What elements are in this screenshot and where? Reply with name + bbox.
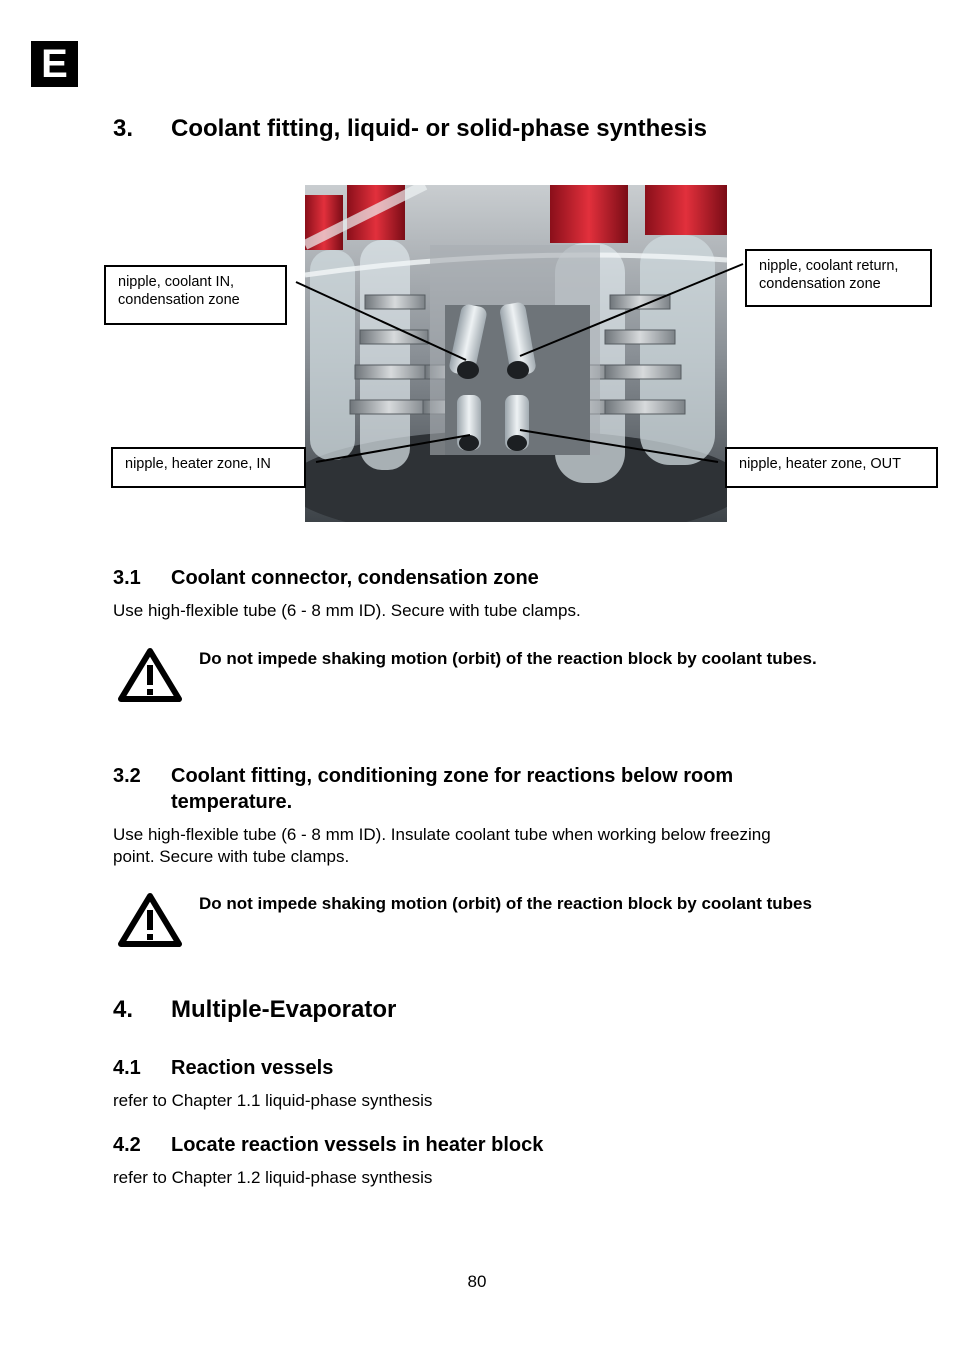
section-4-1-heading <box>113 1055 853 1081</box>
section-3-1-heading <box>113 565 853 591</box>
section-4-2-body: refer to Chapter 1.2 liquid-phase synthesis <box>113 1168 433 1187</box>
callout-heater-out: nipple, heater zone, OUT <box>725 447 938 488</box>
section-title: Reaction vessels <box>171 1057 334 1079</box>
reaction-block-photo <box>305 185 727 522</box>
warning-note-3-2 <box>113 890 853 950</box>
section-title: Coolant connector, condensation zone <box>171 567 539 589</box>
language-badge: E <box>31 41 78 87</box>
callout-heater-in: nipple, heater zone, IN <box>111 447 306 488</box>
callout-coolant-return: nipple, coolant return, condensation zone <box>745 249 932 307</box>
section-3-2-heading <box>113 763 853 815</box>
warning-text: Do not impede shaking motion (orbit) of the reaction block by coolant tubes. <box>199 649 817 668</box>
section-3-2-body: Use high-flexible tube (6 - 8 mm ID). Insulate coolant tube when working below freezing point. Secure with tube clamps. <box>113 825 771 866</box>
section-4-1-body: refer to Chapter 1.1 liquid-phase synthesis <box>113 1091 433 1110</box>
section-title: Multiple-Evaporator <box>171 996 397 1023</box>
warning-triangle-icon <box>113 645 193 705</box>
section-title: Coolant fitting, conditioning zone for reactions below room temperature. <box>171 765 734 813</box>
section-number: 3.1 <box>113 567 141 589</box>
section-number: 3. <box>113 115 134 142</box>
page-number: 80 <box>467 1272 487 1291</box>
section-number: 3.2 <box>113 765 141 787</box>
section-title: Locate reaction vessels in heater block <box>171 1134 544 1156</box>
section-3-1-body: Use high-flexible tube (6 - 8 mm ID). Secure with tube clamps. <box>113 601 581 620</box>
warning-text: Do not impede shaking motion (orbit) of the reaction block by coolant tubes <box>199 894 812 913</box>
warning-triangle-icon <box>113 890 193 950</box>
section-number: 4.2 <box>113 1134 141 1156</box>
section-title: Coolant fitting, liquid- or solid-phase synthesis <box>171 115 708 142</box>
callout-coolant-in: nipple, coolant IN, condensation zone <box>104 265 287 325</box>
warning-note-3-1 <box>113 645 853 705</box>
section-number: 4. <box>113 996 134 1023</box>
section-3-heading <box>113 115 707 143</box>
section-4-2-heading <box>113 1132 853 1158</box>
section-number: 4.1 <box>113 1057 141 1079</box>
section-4-heading <box>113 996 396 1024</box>
